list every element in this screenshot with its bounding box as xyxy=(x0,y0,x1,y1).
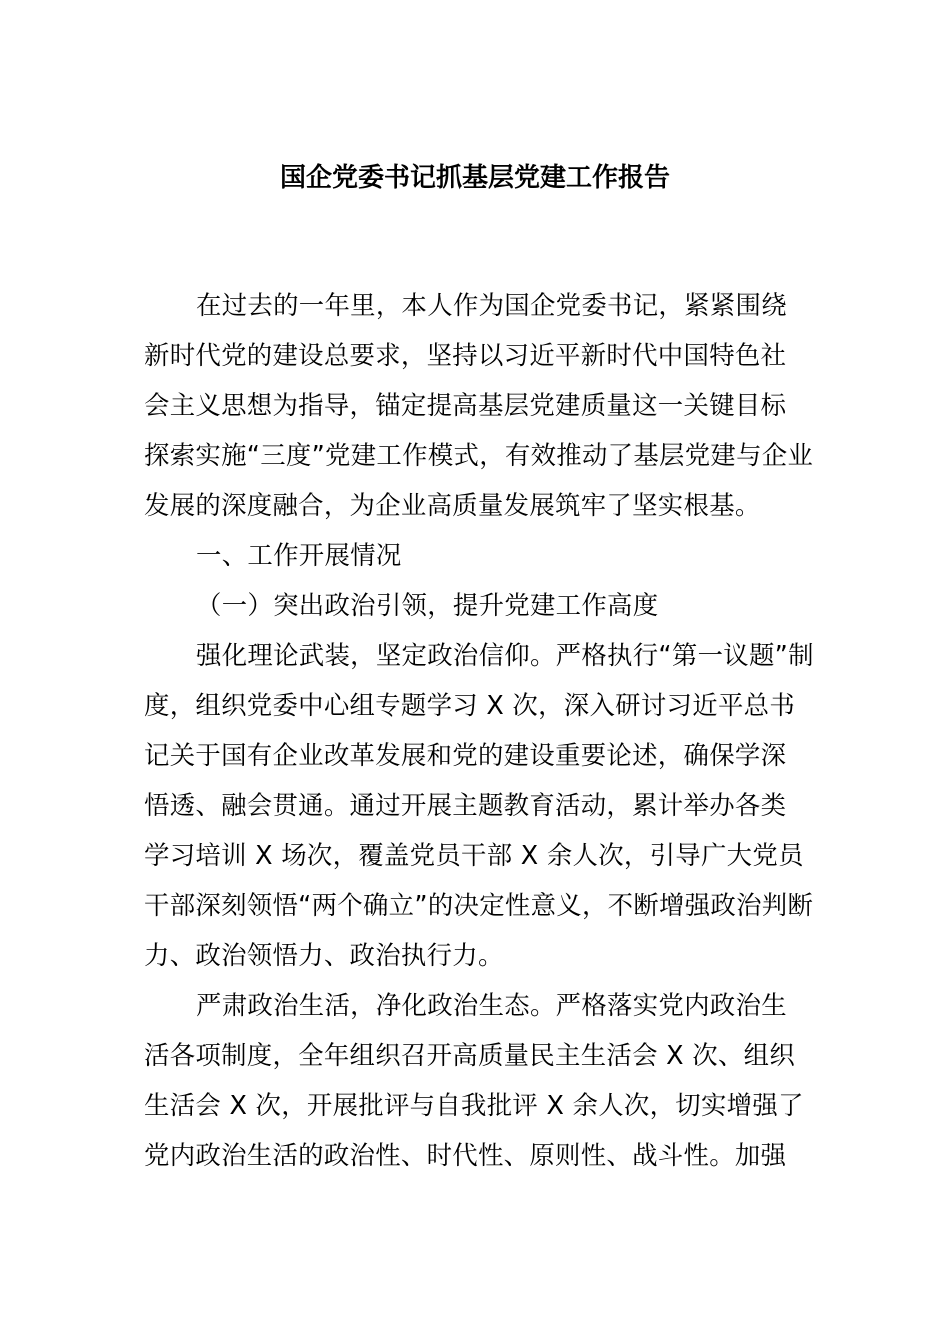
paragraph-line: 活各项制度，全年组织召开高质量民主生活会 X 次、组织 xyxy=(144,1040,796,1070)
paragraph-line: 力、政治领悟力、政治执行力。 xyxy=(144,940,504,970)
paragraph-line: 强化理论武装，坚定政治信仰。严格执行“第一议题”制 xyxy=(196,640,814,670)
subsection-heading: （一）突出政治引领，提升党建工作高度 xyxy=(196,590,659,620)
paragraph-line: 在过去的一年里，本人作为国企党委书记，紧紧围绕 xyxy=(196,290,787,320)
paragraph-line: 学习培训 X 场次，覆盖党员干部 X 余人次，引导广大党员 xyxy=(144,840,804,870)
document-body xyxy=(144,280,814,1180)
paragraph-line: 新时代党的建设总要求，坚持以习近平新时代中国特色社 xyxy=(144,340,787,370)
paragraph-line: 严肃政治生活，净化政治生态。严格落实党内政治生 xyxy=(196,990,787,1020)
paragraph-line: 探索实施“三度”党建工作模式，有效推动了基层党建与企业 xyxy=(144,440,814,470)
paragraph-line: 会主义思想为指导，锚定提高基层党建质量这一关键目标 xyxy=(144,390,787,420)
paragraph-line: 党内政治生活的政治性、时代性、原则性、战斗性。加强 xyxy=(144,1140,787,1170)
paragraph-line: 发展的深度融合，为企业高质量发展筑牢了坚实根基。 xyxy=(144,490,761,520)
document-title: 国企党委书记抓基层党建工作报告 xyxy=(279,163,670,193)
paragraph-line: 生活会 X 次，开展批评与自我批评 X 余人次，切实增强了 xyxy=(144,1090,804,1120)
paragraph-line: 度，组织党委中心组专题学习 X 次，深入研讨习近平总书 xyxy=(144,690,796,720)
paragraph-line: 记关于国有企业改革发展和党的建设重要论述，确保学深 xyxy=(144,740,787,770)
section-heading: 一、工作开展情况 xyxy=(196,540,402,570)
paragraph-line: 干部深刻领悟“两个确立”的决定性意义，不断增强政治判断 xyxy=(144,890,814,920)
paragraph-line: 悟透、融会贯通。通过开展主题教育活动，累计举办各类 xyxy=(144,790,787,820)
